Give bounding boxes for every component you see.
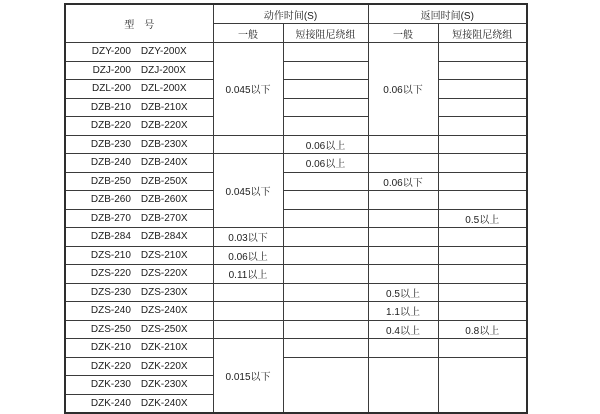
cell-return-damped: 0.5以上 <box>438 209 527 228</box>
cell-action-damped <box>283 61 368 80</box>
cell-return-general <box>368 154 438 173</box>
model-pair <box>66 102 213 113</box>
model-name-x: DZS-250X <box>140 323 188 335</box>
cell-return-damped <box>438 302 527 321</box>
header-model: 型 号 <box>65 4 213 43</box>
cell-model <box>65 283 213 302</box>
model-name: DZB-210 <box>90 101 131 113</box>
model-name: DZJ-200 <box>92 64 131 76</box>
cell-action-general: 0.06以上 <box>213 246 283 265</box>
model-name-x: DZB-284X <box>140 231 188 243</box>
model-name: DZB-230 <box>90 138 131 150</box>
cell-action-damped <box>283 43 368 62</box>
model-pair <box>66 176 213 187</box>
cell-action-damped <box>283 117 368 136</box>
cell-action-general: 0.045以下 <box>213 43 283 136</box>
model-pair <box>66 398 213 409</box>
cell-return-damped <box>438 283 527 302</box>
model-name-x: DZS-210X <box>140 249 188 261</box>
cell-return-general: 0.5以上 <box>368 283 438 302</box>
cell-model <box>65 357 213 376</box>
cell-return-damped <box>438 98 527 117</box>
model-name: DZB-240 <box>90 157 131 169</box>
model-name-x: DZJ-200X <box>140 64 186 76</box>
header-action-damped: 短接阻尼绕组 <box>283 24 368 43</box>
cell-model <box>65 191 213 210</box>
model-pair <box>66 157 213 168</box>
cell-action-general <box>213 135 283 154</box>
model-pair <box>66 83 213 94</box>
table-row <box>65 191 527 210</box>
model-pair <box>66 46 213 57</box>
model-name-x: DZB-260X <box>140 194 188 206</box>
model-pair <box>66 194 213 205</box>
model-name-x: DZK-230X <box>140 379 188 391</box>
cell-model <box>65 98 213 117</box>
table-row <box>65 172 527 191</box>
model-name: DZB-260 <box>90 194 131 206</box>
header-return-time: 返回时间(S) <box>368 4 527 24</box>
relay-spec-table <box>64 3 528 414</box>
model-pair <box>66 250 213 261</box>
table-row <box>65 61 527 80</box>
cell-return-damped <box>438 135 527 154</box>
cell-return-damped <box>438 228 527 247</box>
model-pair <box>66 324 213 335</box>
cell-model <box>65 209 213 228</box>
cell-return-general: 0.06以下 <box>368 43 438 136</box>
model-name: DZL-200 <box>92 83 131 95</box>
model-name: DZS-210 <box>90 249 131 261</box>
cell-return-general <box>368 191 438 210</box>
cell-model <box>65 394 213 413</box>
model-name: DZK-220 <box>90 360 131 372</box>
cell-action-general <box>213 320 283 339</box>
model-name-x: DZY-200X <box>140 46 187 58</box>
model-name: DZY-200 <box>91 46 131 58</box>
table-row <box>65 98 527 117</box>
model-name-x: DZK-220X <box>140 360 188 372</box>
model-pair <box>66 120 213 131</box>
cell-action-general <box>213 302 283 321</box>
table-row <box>65 302 527 321</box>
cell-action-damped <box>283 98 368 117</box>
cell-action-damped <box>283 339 368 358</box>
table-row <box>65 320 527 339</box>
cell-action-damped <box>283 357 368 413</box>
cell-return-general: 1.1以上 <box>368 302 438 321</box>
table-row <box>65 43 527 62</box>
model-name: DZB-284 <box>90 231 131 243</box>
model-name-x: DZB-270X <box>140 212 188 224</box>
model-pair <box>66 361 213 372</box>
model-pair <box>66 379 213 390</box>
table-row <box>65 339 527 358</box>
model-pair <box>66 342 213 353</box>
model-name-x: DZL-200X <box>140 83 187 95</box>
model-name-x: DZB-220X <box>140 120 188 132</box>
cell-model <box>65 302 213 321</box>
cell-action-damped <box>283 283 368 302</box>
model-name-x: DZB-210X <box>140 101 188 113</box>
cell-model <box>65 320 213 339</box>
cell-return-general <box>368 357 438 413</box>
cell-model <box>65 228 213 247</box>
cell-return-general <box>368 135 438 154</box>
model-name-x: DZS-220X <box>140 268 188 280</box>
cell-action-damped <box>283 228 368 247</box>
table-row <box>65 265 527 284</box>
table-row <box>65 80 527 99</box>
table-row <box>65 209 527 228</box>
cell-action-damped <box>283 265 368 284</box>
cell-return-general <box>368 265 438 284</box>
model-name-x: DZB-240X <box>140 157 188 169</box>
table-row <box>65 135 527 154</box>
header-row-1 <box>65 4 527 24</box>
cell-return-general <box>368 209 438 228</box>
model-name: DZS-220 <box>90 268 131 280</box>
model-name-x: DZK-210X <box>140 342 188 354</box>
cell-action-damped <box>283 209 368 228</box>
model-pair <box>66 139 213 150</box>
cell-model <box>65 154 213 173</box>
header-action-time: 动作时间(S) <box>213 4 368 24</box>
cell-return-general <box>368 246 438 265</box>
cell-action-damped: 0.06以上 <box>283 154 368 173</box>
cell-action-damped <box>283 246 368 265</box>
table-row <box>65 228 527 247</box>
cell-return-damped <box>438 339 527 358</box>
header-action-general: 一般 <box>213 24 283 43</box>
table-row <box>65 154 527 173</box>
cell-model <box>65 246 213 265</box>
cell-action-damped <box>283 172 368 191</box>
cell-return-damped <box>438 80 527 99</box>
cell-model <box>65 265 213 284</box>
model-pair <box>66 213 213 224</box>
cell-action-general: 0.11以上 <box>213 265 283 284</box>
model-name: DZS-250 <box>90 323 131 335</box>
model-pair <box>66 268 213 279</box>
model-name: DZB-270 <box>90 212 131 224</box>
cell-return-damped <box>438 172 527 191</box>
cell-return-damped <box>438 61 527 80</box>
table-row <box>65 117 527 136</box>
model-name: DZK-210 <box>90 342 131 354</box>
model-name-x: DZS-230X <box>140 286 188 298</box>
cell-return-general <box>368 228 438 247</box>
cell-return-damped <box>438 154 527 173</box>
cell-model <box>65 376 213 395</box>
model-pair <box>66 65 213 76</box>
cell-action-general: 0.015以下 <box>213 339 283 414</box>
cell-action-damped <box>283 80 368 99</box>
model-name: DZS-240 <box>90 305 131 317</box>
cell-model <box>65 172 213 191</box>
model-name: DZK-230 <box>90 379 131 391</box>
cell-return-general: 0.06以下 <box>368 172 438 191</box>
cell-action-general <box>213 283 283 302</box>
model-pair <box>66 231 213 242</box>
cell-model <box>65 135 213 154</box>
cell-return-damped <box>438 191 527 210</box>
model-name-x: DZB-230X <box>140 138 188 150</box>
model-name: DZS-230 <box>90 286 131 298</box>
cell-action-damped: 0.06以上 <box>283 135 368 154</box>
cell-return-general <box>368 339 438 358</box>
cell-model <box>65 43 213 62</box>
model-name-x: DZB-250X <box>140 175 188 187</box>
cell-return-damped <box>438 357 527 413</box>
table-row <box>65 283 527 302</box>
model-name: DZB-220 <box>90 120 131 132</box>
model-name-x: DZS-240X <box>140 305 188 317</box>
cell-action-damped <box>283 320 368 339</box>
table-row <box>65 246 527 265</box>
cell-return-damped: 0.8以上 <box>438 320 527 339</box>
cell-model <box>65 339 213 358</box>
header-return-damped: 短接阻尼绕组 <box>438 24 527 43</box>
cell-return-damped <box>438 117 527 136</box>
cell-return-general: 0.4以上 <box>368 320 438 339</box>
cell-action-general: 0.03以下 <box>213 228 283 247</box>
cell-action-general: 0.045以下 <box>213 154 283 228</box>
cell-model <box>65 117 213 136</box>
table-row <box>65 357 527 376</box>
model-name: DZK-240 <box>90 397 131 409</box>
cell-model <box>65 61 213 80</box>
model-pair <box>66 305 213 316</box>
cell-action-damped <box>283 191 368 210</box>
cell-model <box>65 80 213 99</box>
header-return-general: 一般 <box>368 24 438 43</box>
model-name-x: DZK-240X <box>140 397 188 409</box>
cell-return-damped <box>438 265 527 284</box>
cell-action-damped <box>283 302 368 321</box>
cell-return-damped <box>438 43 527 62</box>
model-pair <box>66 287 213 298</box>
cell-return-damped <box>438 246 527 265</box>
model-name: DZB-250 <box>90 175 131 187</box>
